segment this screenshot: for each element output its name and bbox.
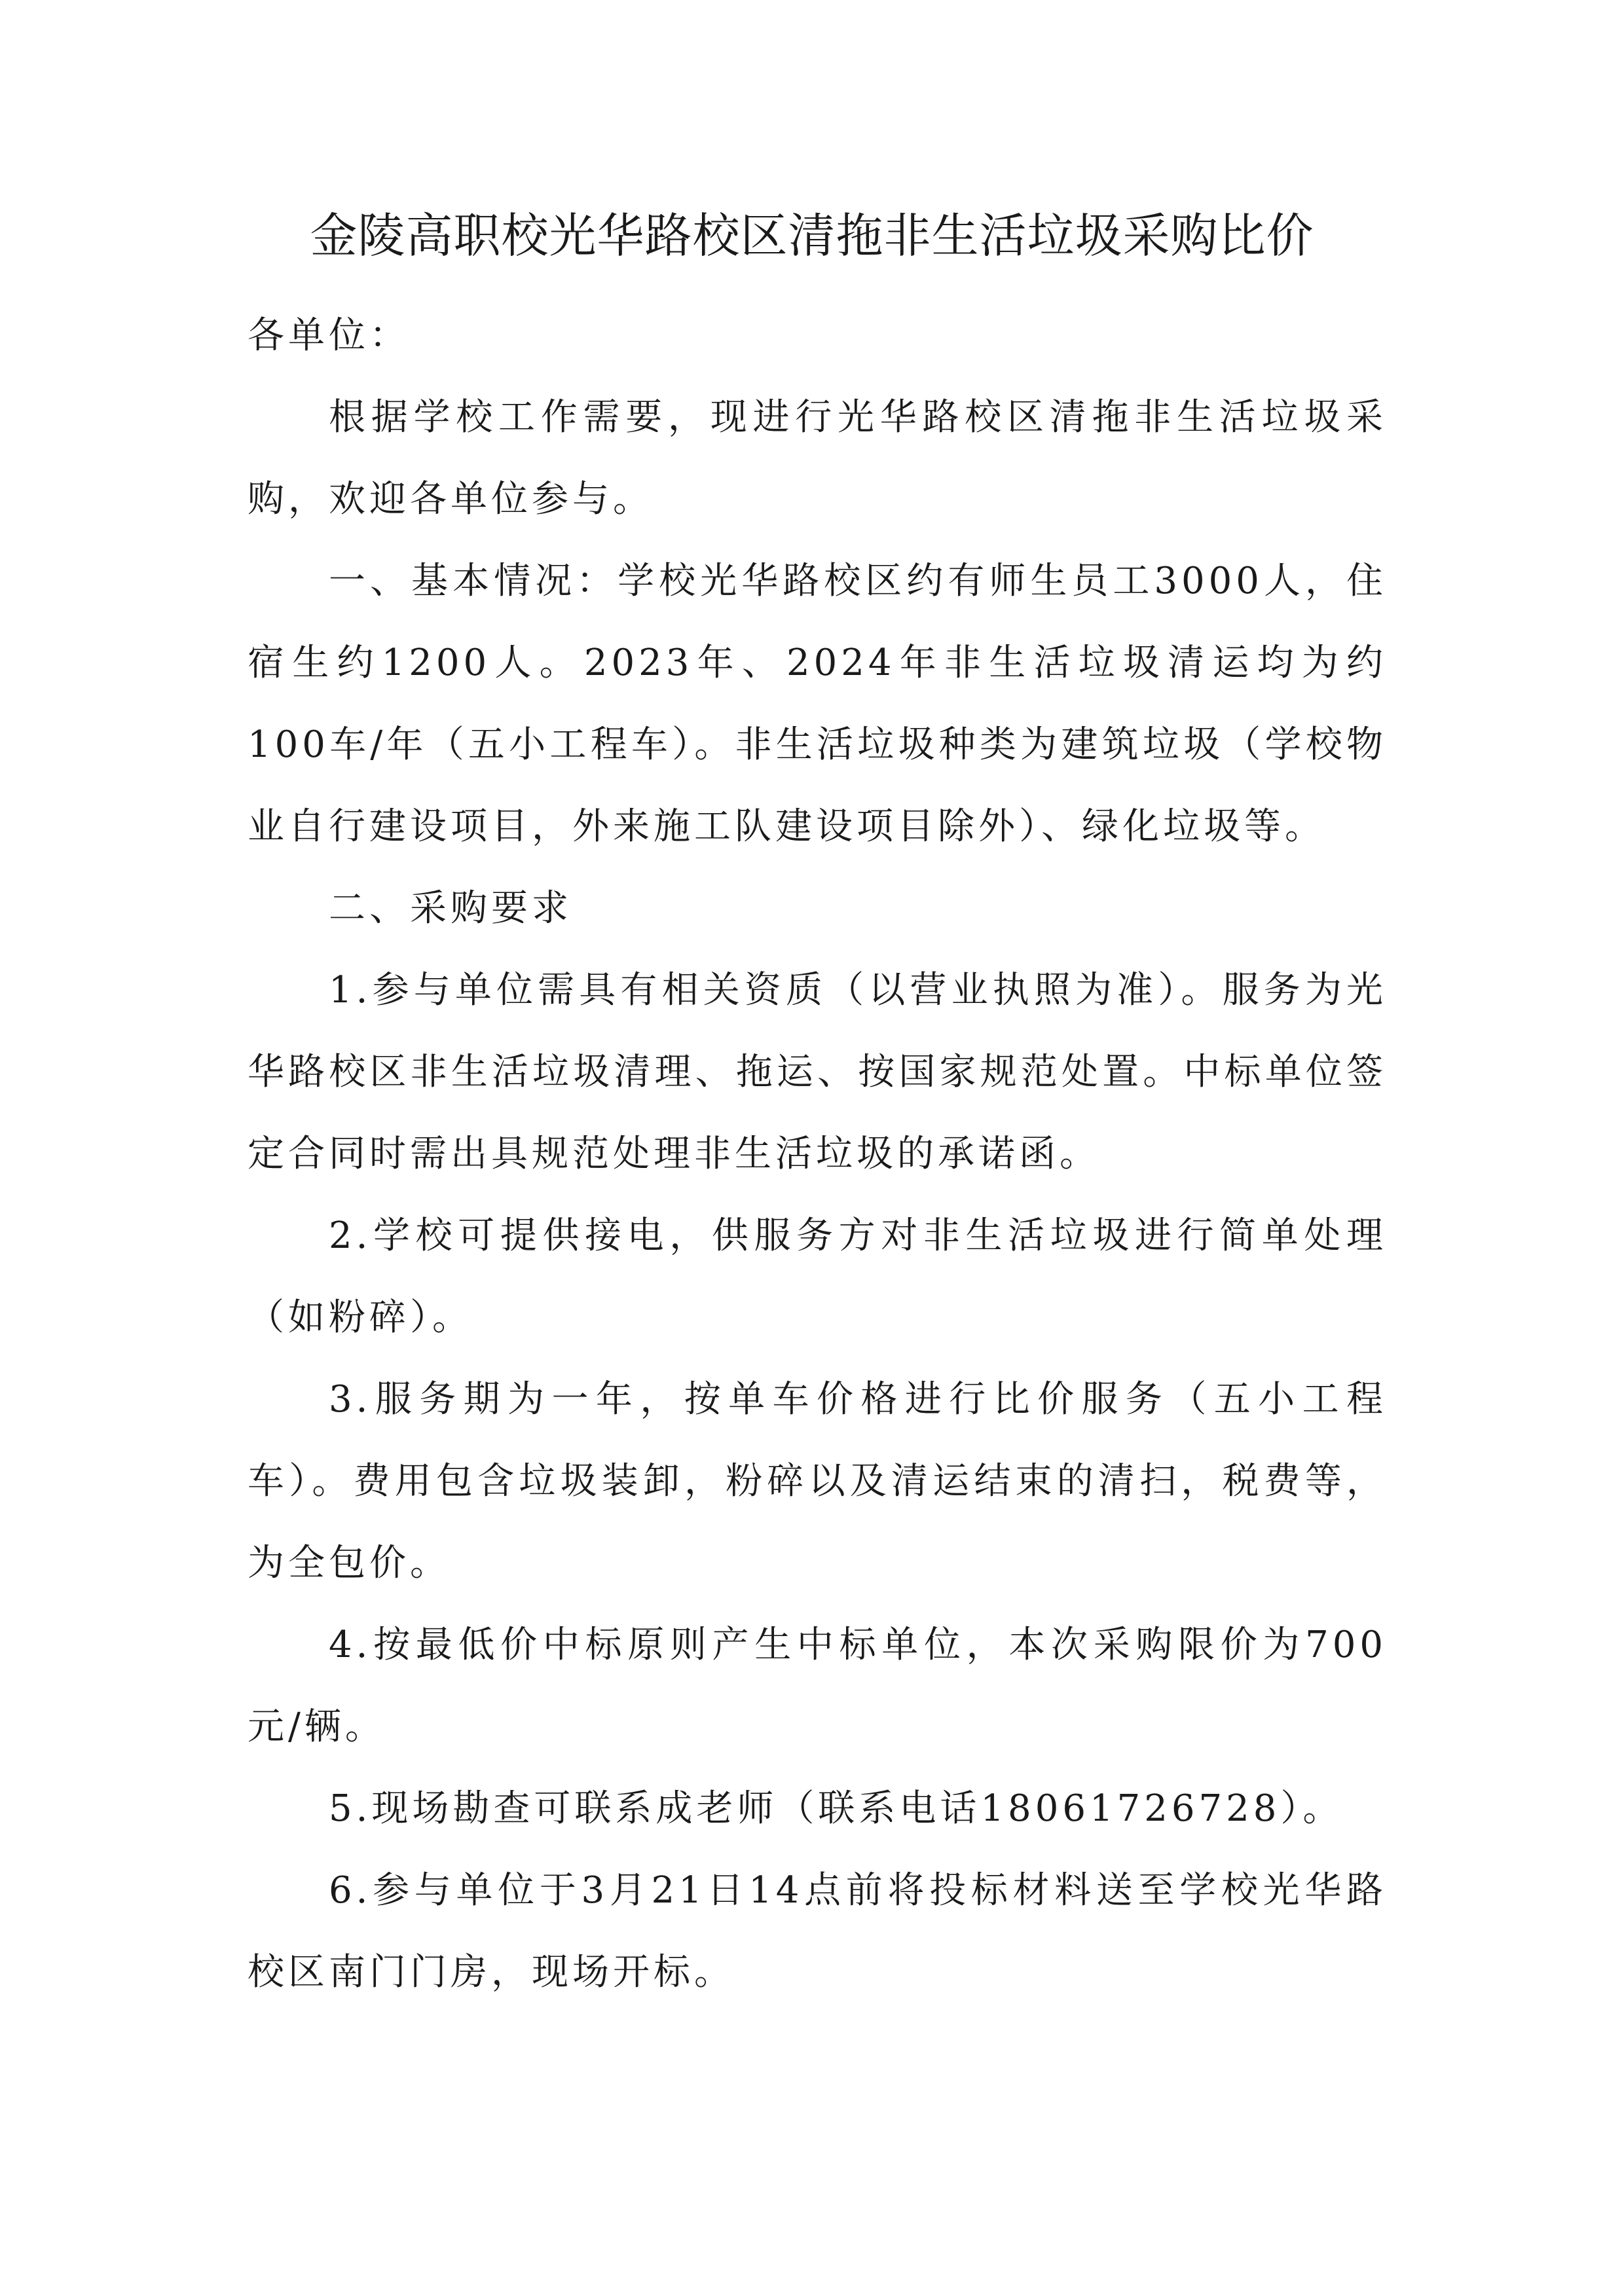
requirement-item-2: 2.学校可提供接电，供服务方对非生活垃圾进行简单处理（如粉碎）。 (248, 1214, 1387, 1339)
document-body (248, 295, 1387, 2013)
paragraph-intro: 根据学校工作需要，现进行光华路校区清拖非生活垃圾采购，欢迎各单位参与。 (248, 396, 1387, 520)
salutation: 各单位： (248, 314, 410, 357)
document-title: 金陵高职校光华路校区清拖非生活垃圾采购比价 (310, 208, 1314, 263)
requirement-item-3: 3.服务期为一年，按单车价格进行比价服务（五小工程车）。费用包含垃圾装卸，粉碎以及清运结束的清扫，税费等，为全包价。 (248, 1378, 1387, 1584)
requirement-item-4: 4.按最低价中标原则产生中标单位，本次采购限价为700元/辆。 (248, 1624, 1387, 1748)
section-heading-requirements: 二、采购要求 (329, 887, 572, 930)
paragraph-basic-situation: 一、基本情况：学校光华路校区约有师生员工3000人，住宿生约1200人。2023年、2024年非生活垃圾清运均为约100车/年（五小工程车）。非生活垃圾种类为建筑垃圾（学校物业自行建设项目，外来施工队建设项目除外）、绿化垃圾等。 (248, 560, 1387, 848)
requirement-item-5: 5.现场勘查可联系成老师（联系电话18061726728）。 (329, 1787, 1344, 1830)
requirement-item-1: 1.参与单位需具有相关资质（以营业执照为准）。服务为光华路校区非生活垃圾清理、拖运、按国家规范处置。中标单位签定合同时需出具规范处理非生活垃圾的承诺函。 (248, 969, 1387, 1175)
requirement-item-6: 6.参与单位于3月21日14点前将投标材料送至学校光华路校区南门门房，现场开标。 (248, 1869, 1387, 1994)
